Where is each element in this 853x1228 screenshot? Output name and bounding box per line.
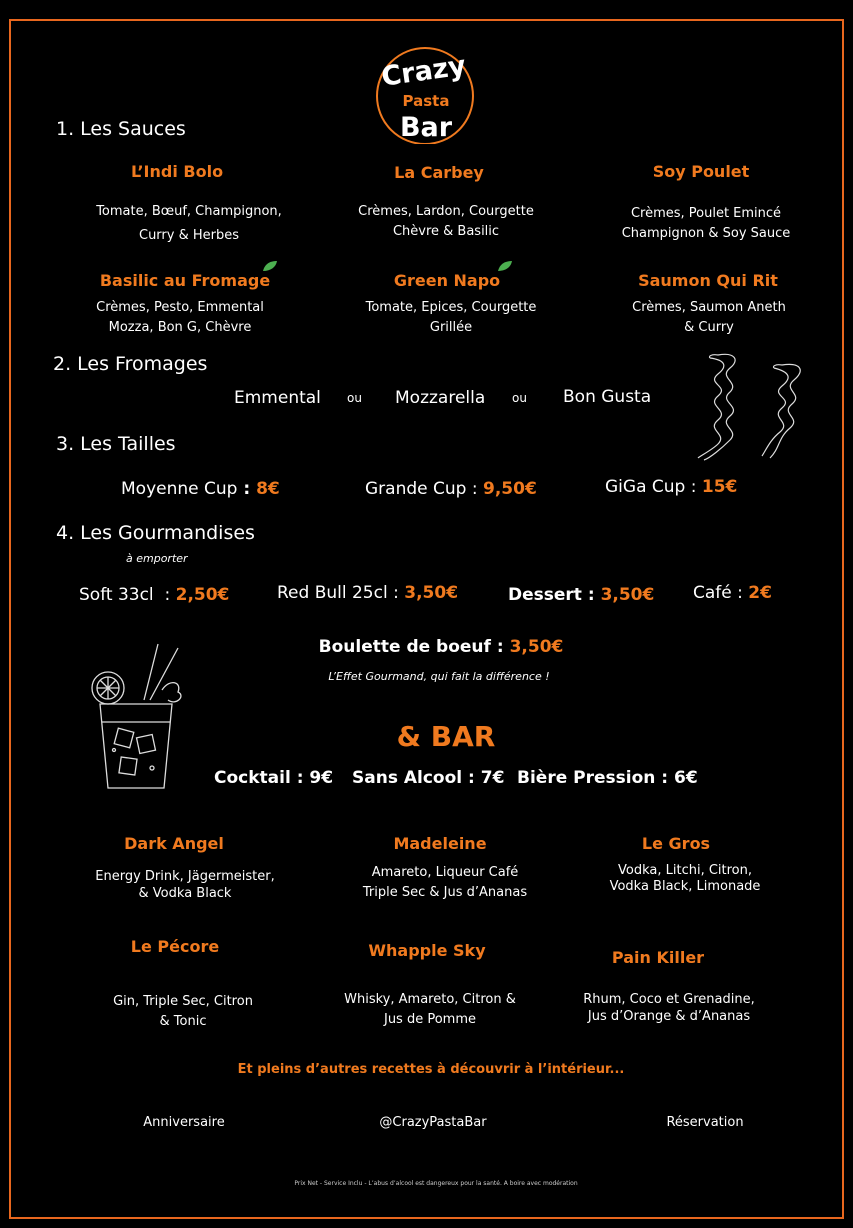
cheese-item: Bon Gusta <box>563 387 652 407</box>
crazy-pasta-bar-logo <box>374 44 476 144</box>
sauce-desc: Crèmes, Pesto, Emmental Mozza, Bon G, Chèvre <box>96 300 264 335</box>
cocktail-desc: Whisky, Amareto, Citron & Jus de Pomme <box>344 992 516 1027</box>
treat-price: Red Bull 25cl : 3,50€ <box>277 583 459 603</box>
drink-price: Bière Pression : 6€ <box>517 768 698 788</box>
sauce-title: Saumon Qui Rit <box>638 271 778 290</box>
logo-pasta: Pasta <box>402 92 450 110</box>
cheese-separator: ou <box>347 391 362 405</box>
bar-heading: & BAR <box>396 720 496 753</box>
logo-crazy: Crazy <box>379 50 468 93</box>
cocktail-title: Madeleine <box>393 834 487 853</box>
sauces-heading: 1. Les Sauces <box>56 118 186 140</box>
vegetarian-leaf-icon <box>262 260 278 272</box>
cocktail-desc: Vodka, Litchi, Citron, Vodka Black, Limonade <box>609 863 761 894</box>
vegetarian-leaf-icon <box>497 260 513 272</box>
more-recipes-note: Et pleins d’autres recettes à découvrir à l’intérieur... <box>237 1062 625 1077</box>
footer-social-handle: @CrazyPastaBar <box>379 1115 487 1130</box>
sauce-title: Basilic au Fromage <box>99 271 271 290</box>
sauce-desc: Crèmes, Saumon Aneth & Curry <box>632 300 786 335</box>
drink-price: Sans Alcool : 7€ <box>352 768 505 788</box>
cocktail-desc: Energy Drink, Jägermeister, & Vodka Black <box>95 869 275 901</box>
cheese-separator: ou <box>512 391 527 405</box>
cocktail-title: Le Gros <box>641 834 711 853</box>
footer-anniversaire: Anniversaire <box>143 1115 225 1130</box>
drink-price: Cocktail : 9€ <box>214 768 334 788</box>
cocktail-title: Pain Killer <box>611 948 705 967</box>
fusilli-pasta-icon <box>690 350 820 465</box>
fromages-heading: 2. Les Fromages <box>53 353 208 375</box>
tailles-heading: 3. Les Tailles <box>56 433 176 455</box>
sauce-desc: Crèmes, Lardon, Courgette Chèvre & Basilic <box>358 204 534 239</box>
takeaway-note: à emporter <box>126 552 188 565</box>
cocktail-glass-icon <box>86 640 186 795</box>
cocktail-desc: Gin, Triple Sec, Citron & Tonic <box>113 994 253 1029</box>
size-price: GiGa Cup : 15€ <box>605 477 738 497</box>
treat-price: Café : 2€ <box>693 583 772 603</box>
cocktail-title: Le Pécore <box>130 937 220 956</box>
sauce-title: Green Napo <box>393 271 501 290</box>
sauce-title: L’Indi Bolo <box>130 162 224 181</box>
cocktail-desc: Amareto, Liqueur Café Triple Sec & Jus d’Ananas <box>362 865 528 900</box>
size-price: Grande Cup : 9,50€ <box>365 479 537 499</box>
treat-price: Dessert : 3,50€ <box>508 585 655 605</box>
cocktail-title: Whapple Sky <box>368 941 486 960</box>
footer-reservation: Réservation <box>666 1115 744 1130</box>
logo-bar: Bar <box>399 112 453 143</box>
cocktail-desc: Rhum, Coco et Grenadine, Jus d’Orange & d’Ananas <box>583 992 755 1024</box>
sauce-title: Soy Poulet <box>652 162 750 181</box>
page-border <box>9 19 844 1219</box>
cheese-item: Mozzarella <box>395 388 486 408</box>
size-price: Moyenne Cup : 8€ <box>121 479 280 499</box>
cheese-item: Emmental <box>234 388 321 408</box>
sauce-desc: Crèmes, Poulet Emincé Champignon & Soy Sauce <box>621 206 791 241</box>
sauce-desc: Tomate, Epices, Courgette Grillée <box>365 300 537 335</box>
treat-price: Soft 33cl : 2,50€ <box>79 585 230 605</box>
tagline: L’Effet Gourmand, qui fait la différence ! <box>328 670 550 683</box>
legal-notice: Prix Net - Service Inclu - L’abus d’alcool est dangereux pour la santé. A boire avec modération <box>294 1180 578 1187</box>
sauce-title: La Carbey <box>394 163 484 182</box>
sauce-desc: Tomate, Bœuf, Champignon, Curry & Herbes <box>96 204 282 243</box>
cocktail-title: Dark Angel <box>124 834 224 853</box>
gourmandises-heading: 4. Les Gourmandises <box>56 522 255 544</box>
meatball-price: Boulette de boeuf : 3,50€ <box>318 637 564 657</box>
